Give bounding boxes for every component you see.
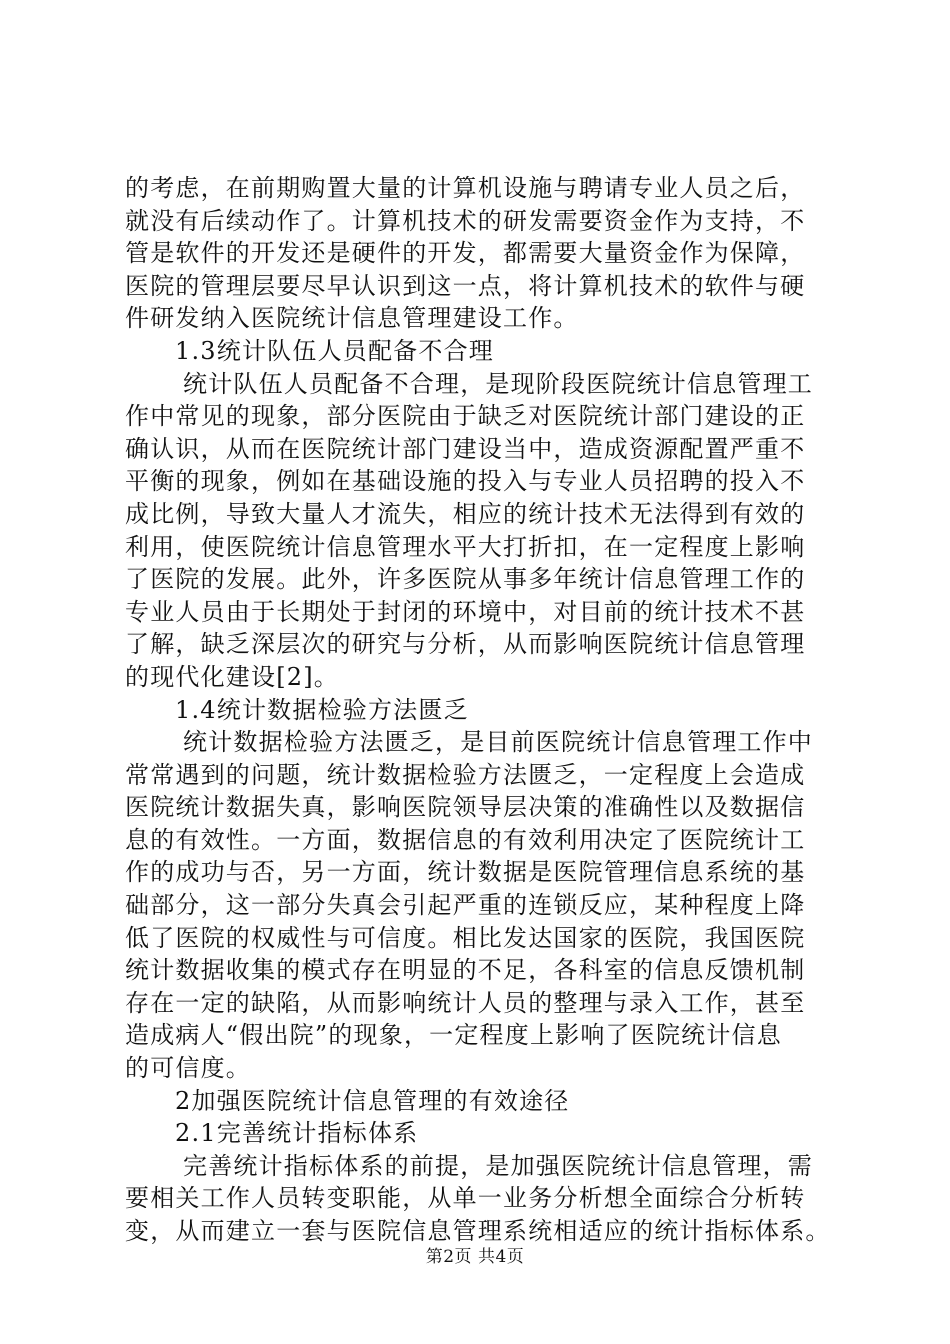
paragraph-line: 就没有后续动作了。计算机技术的研发需要资金作为支持，不 — [125, 206, 806, 235]
paragraph-line: 统计数据检验方法匮乏，是目前医院统计信息管理工作中 — [183, 728, 813, 757]
paragraph-line: 的考虑，在前期购置大量的计算机设施与聘请专业人员之后， — [125, 174, 806, 202]
paragraph-line: 存在一定的缺陷，从而影响统计人员的整理与录入工作，甚至 — [125, 988, 806, 1017]
paragraph-line: 统计数据收集的模式存在明显的不足，各科室的信息反馈机制 — [125, 956, 806, 985]
paragraph-line: 造成病人“假出院”的现象，一定程度上影响了医院统计信息 — [125, 1021, 782, 1050]
section-heading: 2加强医院统计信息管理的有效途径 — [175, 1086, 570, 1115]
paragraph-line: 医院统计数据失真，影响医院领导层决策的准确性以及数据信 — [125, 793, 806, 822]
paragraph-line: 专业人员由于长期处于封闭的环境中，对目前的统计技术不甚 — [125, 597, 806, 626]
paragraph-line: 了解，缺乏深层次的研究与分析，从而影响医院统计信息管理 — [125, 630, 806, 659]
paragraph-line: 平衡的现象，例如在基础设施的投入与专业人员招聘的投入不 — [125, 467, 806, 496]
document-body — [125, 172, 835, 1248]
paragraph-line: 成比例，导致大量人才流失，相应的统计技术无法得到有效的 — [125, 499, 806, 528]
paragraph-line: 要相关工作人员转变职能，从单一业务分析想全面综合分析转 — [125, 1184, 806, 1213]
paragraph-line: 息的有效性。一方面，数据信息的有效利用决定了医院统计工 — [125, 825, 806, 854]
paragraph-line: 医院的管理层要尽早认识到这一点，将计算机技术的软件与硬 — [125, 271, 806, 300]
paragraph-line: 确认识，从而在医院统计部门建设当中，造成资源配置严重不 — [125, 434, 806, 463]
paragraph-line: 的现代化建设[2]。 — [125, 662, 339, 691]
section-heading: 1.3统计队伍人员配备不合理 — [175, 336, 494, 365]
paragraph-line: 作中常见的现象，部分医院由于缺乏对医院统计部门建设的正 — [125, 402, 806, 431]
paragraph-line: 低了医院的权威性与可信度。相比发达国家的医院，我国医院 — [125, 923, 806, 952]
paragraph-line: 了医院的发展。此外，许多医院从事多年统计信息管理工作的 — [125, 565, 806, 594]
paragraph-line: 作的成功与否，另一方面，统计数据是医院管理信息系统的基 — [125, 858, 806, 887]
section-heading: 1.4统计数据检验方法匮乏 — [175, 695, 469, 724]
paragraph-line: 础部分，这一部分失真会引起严重的连锁反应，某种程度上降 — [125, 891, 806, 920]
paragraph-line: 变，从而建立一套与医院信息管理系统相适应的统计指标体系。 — [125, 1217, 831, 1245]
paragraph-line: 利用，使医院统计信息管理水平大打折扣，在一定程度上影响 — [125, 532, 806, 561]
paragraph-line: 的可信度。 — [125, 1054, 251, 1083]
section-heading: 2.1完善统计指标体系 — [175, 1119, 419, 1148]
paragraph-line: 件研发纳入医院统计信息管理建设工作。 — [125, 304, 579, 333]
paragraph-line: 常常遇到的问题，统计数据检验方法匮乏，一定程度上会造成 — [125, 760, 806, 789]
paragraph-line: 统计队伍人员配备不合理，是现阶段医院统计信息管理工 — [183, 369, 813, 398]
page-footer: 第2页 共4页 — [425, 1247, 525, 1267]
paragraph-line: 管是软件的开发还是硬件的开发，都需要大量资金作为保障， — [125, 239, 806, 268]
paragraph-line: 完善统计指标体系的前提，是加强医院统计信息管理，需 — [183, 1151, 813, 1180]
